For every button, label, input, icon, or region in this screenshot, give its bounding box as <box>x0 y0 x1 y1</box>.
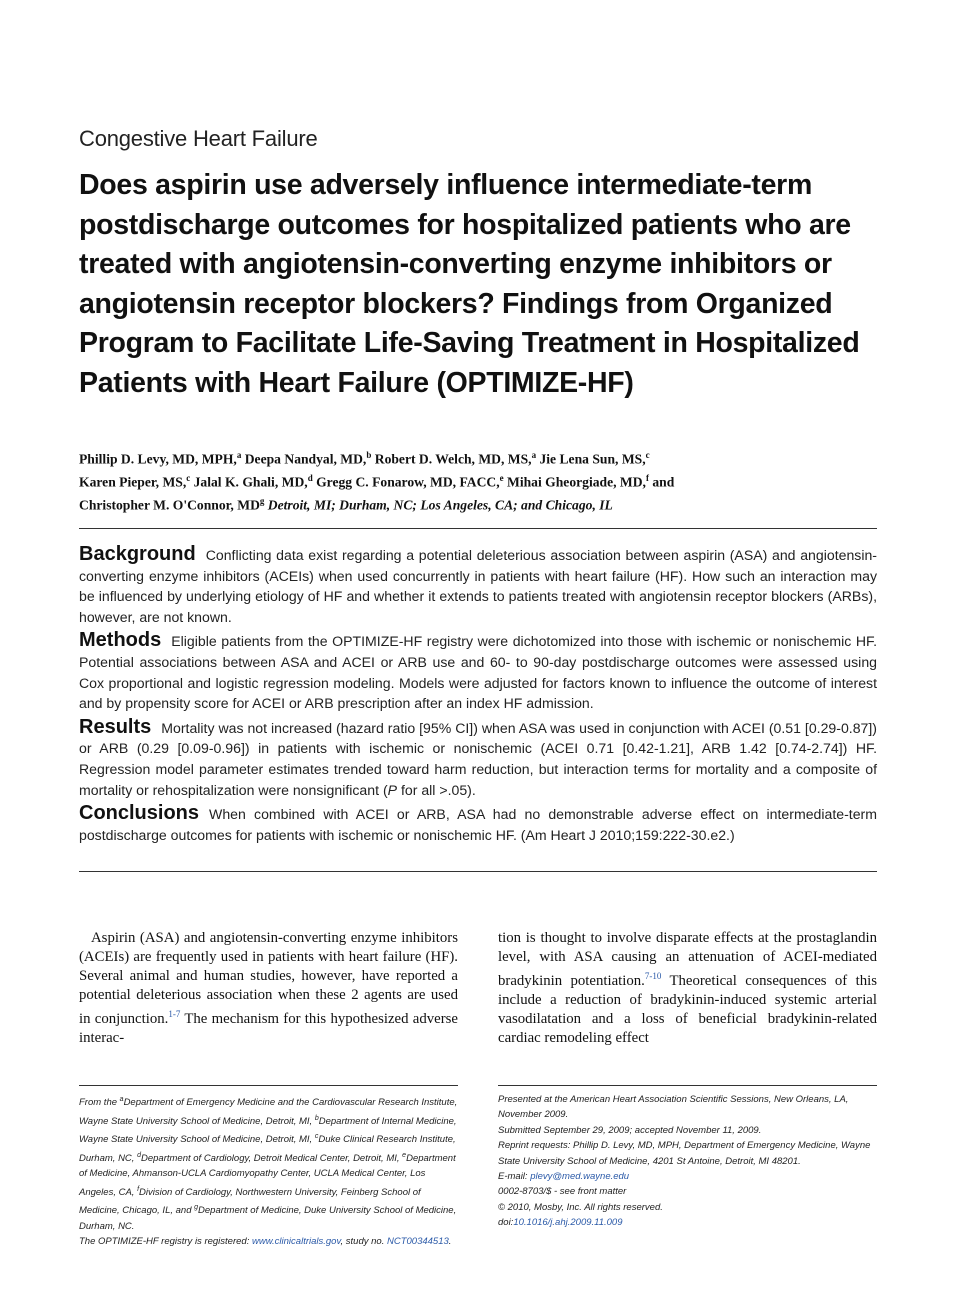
registry-text: . <box>448 1236 452 1248</box>
author-name: Robert D. Welch, MD, MS, <box>371 451 532 467</box>
body-text: The mechanism for this hypothesized adverse interac- <box>79 1010 458 1046</box>
affiliation-mark: a <box>119 1096 124 1103</box>
affiliation-mark: d <box>137 1151 141 1159</box>
affiliation-text: Department of Emergency Medicine and the Cardiovascular Research Institute, Wayne State University School of Medicine, Detroit, MI, <box>79 1097 458 1127</box>
affiliation-text: Department of Medicine, Duke University School of Medicine, Durham, NC. <box>79 1205 457 1232</box>
affiliation-text: Department of Medicine, Ahmanson-UCLA Cardiomyopathy Center, UCLA Medical Center, Los Angeles, CA, <box>79 1152 456 1198</box>
study-number-link[interactable]: NCT00344513 <box>386 1236 449 1248</box>
affiliation-mark: c <box>645 450 650 460</box>
body-paragraph <box>498 929 877 1048</box>
affiliation-mark: f <box>645 473 649 484</box>
affiliation-text: Duke Clinical Research Institute, Durham, NC, <box>79 1134 456 1164</box>
clinicaltrials-link[interactable]: www.clinicaltrials.gov <box>251 1236 341 1248</box>
registry-text: The OPTIMIZE-HF registry is registered: <box>79 1236 252 1248</box>
article-info-footnote <box>498 1092 877 1231</box>
affiliation-mark: g <box>194 1204 199 1212</box>
author-name: Gregg C. Fonarow, MD, FACC, <box>312 474 500 490</box>
affiliation-mark: f <box>137 1185 140 1193</box>
doi-label: doi: <box>498 1217 514 1229</box>
affiliation-mark: d <box>307 473 313 484</box>
author-name: Mihai Gheorgiade, MD, <box>503 474 646 490</box>
body-text: tion is thought to involve disparate effects at the prostaglandin level, with ASA causing an attenuation of ACEI-mediated bradykinin potentiation. <box>498 930 877 989</box>
author-name: Karen Pieper, MS, <box>79 474 187 490</box>
affiliation-mark: e <box>402 1151 407 1159</box>
author-name: Jie Lena Sun, MS, <box>536 451 646 467</box>
author-list <box>79 446 899 515</box>
submitted-note: Submitted September 29, 2009; accepted November 11, 2009. <box>498 1124 762 1136</box>
body-paragraph <box>79 929 458 1048</box>
affiliation-mark: b <box>314 1114 319 1122</box>
registry-text: , study no. <box>340 1236 387 1248</box>
author-name: Deepa Nandyal, MD, <box>241 451 367 467</box>
methods-text: Eligible patients from the OPTIMIZE-HF registry were dichotomized into those with ischemic or nonischemic HF. Potential associations between ASA and ACEI or ARB use and 60- to 90-day postdischarge outcomes were assessed using Cox proportional and logistic regression modeling. Models were adjusted for factors known to influence the outcome of interest and by propensity score for ACEI or ARB prescription after an index HF admission. <box>79 633 877 712</box>
abstract-top-divider <box>79 528 877 529</box>
abstract-methods <box>79 630 877 713</box>
author-name: Jalal K. Ghali, MD, <box>190 474 308 490</box>
author-locations: Detroit, MI; Durham, NC; Los Angeles, CA; and Chicago, IL <box>264 497 613 513</box>
reference-link[interactable]: 7-10 <box>644 971 662 981</box>
affiliation-mark: g <box>259 496 265 507</box>
affiliation-text: From the <box>79 1097 120 1109</box>
results-text-end: for all >.05). <box>397 781 476 798</box>
conclusions-heading: Conclusions <box>79 802 200 825</box>
footnote-divider-right <box>498 1085 877 1086</box>
body-column-left <box>79 929 458 1048</box>
reprint-note: Reprint requests: Phillip D. Levy, MD, MPH, Department of Emergency Medicine, Wayne State University School of Medicine, 4201 St Antoine, Detroit, MI 48201. <box>498 1140 871 1167</box>
affiliation-mark: e <box>499 473 504 484</box>
affiliation-mark: b <box>366 450 372 460</box>
body-text: Aspirin (ASA) and angiotensin-converting enzyme inhibitors (ACEIs) are frequently used in patients with heart failure (HF). Several animal and human studies, however, have reported a potential deleterious association when these 2 agents are used in conjunction. <box>79 930 458 1027</box>
email-note <box>498 1169 877 1184</box>
affiliation-text: Division of Cardiology, Northwestern University, Feinberg School of Medicine, Chicago, IL, and <box>79 1186 421 1217</box>
affiliation-mark: c <box>186 473 191 484</box>
background-heading: Background <box>79 543 196 565</box>
author-conjunction: and <box>648 474 675 490</box>
affiliation-text: Department of Cardiology, Detroit Medical Center, Detroit, MI, <box>140 1152 403 1164</box>
results-text: Mortality was not increased (hazard ratio [95% CI]) when ASA was used in conjunction with ACEI (0.51 [0.29-0.87]) or ARB (0.29 [0.09-0.96]) in patients with ischemic or nonischemic (ACEI 0.71 [0.42-1.21], ARB 1.42 [0.74-2.74]) HF. Regression model parameter estimates trended toward harm reduction, but interaction terms for mortality and a composite of mortality or rehospitalization were nonsignificant ( <box>79 719 877 798</box>
affiliation-text: Department of Internal Medicine, Wayne State University School of Medicine, Detroit, MI, <box>79 1115 457 1146</box>
affiliation-mark: a <box>236 450 242 460</box>
abstract-background <box>79 544 877 627</box>
footnote-divider-left <box>79 1085 458 1086</box>
affiliation-mark: c <box>314 1133 319 1141</box>
abstract-bottom-divider <box>79 871 877 872</box>
methods-heading: Methods <box>79 629 162 652</box>
background-text: Conflicting data exist regarding a potential deleterious association between aspirin (ASA) and angiotensin-converting enzyme inhibitors (ACEIs) when used concurrently in patients with heart failure (HF). How such an interaction may be influenced by underlying etiology of HF and whether it extends to patients treated with angiotensin receptor blockers (ARBs), however, are not known. <box>79 547 877 625</box>
abstract <box>79 544 877 848</box>
body-text: Theoretical consequences of this include a reduction of bradykinin-induced systemic arterial vasodilatation and a loss of beneficial bradykinin-related cardiac remodeling effect <box>498 972 877 1046</box>
results-heading: Results <box>79 715 152 738</box>
email-label: E-mail: <box>498 1171 531 1183</box>
issn-note: 0002-8703/$ - see front matter <box>498 1186 627 1198</box>
presented-note: Presented at the American Heart Association Scientific Sessions, New Orleans, LA, November 2009. <box>498 1094 849 1121</box>
article-title: Does aspirin use adversely influence intermediate-term postdischarge outcomes for hospitalized patients who are treated with angiotensin-converting enzyme inhibitors or angiotensin receptor blockers? Findings from Organized Program to Facilitate Life-Saving Treatment in Hospitalized Patients with Heart Failure (OPTIMIZE-HF) <box>79 169 860 399</box>
affiliations <box>79 1092 458 1234</box>
conclusions-text: When combined with ACEI or ARB, ASA had no demonstrable adverse effect on intermediate-term postdischarge outcomes for patients with ischemic or nonischemic HF. (Am Heart J 2010;159:222-30.e2.) <box>79 806 877 843</box>
doi-link[interactable]: 10.1016/j.ahj.2009.11.009 <box>513 1217 623 1229</box>
affiliations-footnote <box>79 1092 458 1250</box>
abstract-results <box>79 717 877 800</box>
author-name: Christopher M. O'Connor, MD <box>79 497 260 513</box>
doi-note <box>498 1215 877 1230</box>
email-link[interactable]: plevy@med.wayne.edu <box>530 1171 630 1183</box>
section-label: Congestive Heart Failure <box>79 126 318 151</box>
reference-link[interactable]: 1-7 <box>168 1009 181 1019</box>
results-p-symbol: P <box>387 781 398 798</box>
author-name: Phillip D. Levy, MD, MPH, <box>79 451 237 467</box>
affiliation-mark: a <box>531 450 537 460</box>
copyright-note: © 2010, Mosby, Inc. All rights reserved. <box>498 1201 663 1213</box>
abstract-conclusions <box>79 803 877 845</box>
body-column-right <box>498 929 877 1048</box>
registry-note <box>79 1234 458 1249</box>
